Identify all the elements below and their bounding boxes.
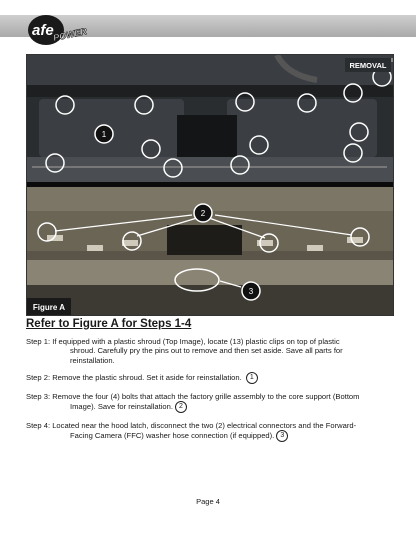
step-label: Step 3:	[26, 392, 51, 401]
step-label: Step 2:	[26, 373, 51, 382]
step-ref-number: 3	[276, 430, 288, 442]
step-text: If equipped with a plastic shroud (Top Image), locate (13) plastic clips on top of plastic	[52, 337, 340, 346]
step-ref-number: 2	[175, 401, 187, 413]
step-4	[26, 421, 386, 442]
logo-text: afe	[32, 22, 54, 39]
step-label: Step 4:	[26, 421, 51, 430]
step-3	[26, 392, 386, 413]
figure-label: Figure A	[32, 303, 66, 312]
callout-2: 2	[200, 209, 206, 218]
callout-1: 1	[101, 130, 107, 139]
step-1	[26, 337, 386, 365]
bottom-image	[27, 187, 393, 315]
step-label: Step 1:	[26, 337, 51, 346]
step-ref-number: 1	[246, 372, 258, 384]
step-text: Remove the four (4) bolts that attach the factory grille assembly to the core support (Bottom	[52, 392, 360, 401]
step-text: Remove the plastic shroud. Set it aside for reinstallation.	[52, 373, 242, 382]
top-image	[27, 55, 393, 182]
step-text-cont: shroud. Carefully pry the pins out to remove and then set aside. Save all parts for reinstallation.	[70, 346, 343, 365]
step-2	[26, 372, 386, 384]
step-text-cont: Image). Save for reinstallation.	[70, 402, 173, 412]
section-heading: Refer to Figure A for Steps 1-4	[26, 318, 192, 330]
figure-a-photo	[26, 54, 394, 316]
logo-subtext: POWER	[52, 26, 88, 43]
callout-3: 3	[248, 287, 254, 296]
afe-power-logo	[22, 8, 94, 48]
removal-label: REMOVAL	[349, 61, 387, 70]
step-text-cont: Facing Camera (FFC) washer hose connection (if equipped).	[70, 431, 275, 441]
step-text: Located near the hood latch, disconnect the two (2) electrical connectors and the Forward-	[52, 421, 357, 430]
page-number: Page 4	[196, 497, 220, 506]
